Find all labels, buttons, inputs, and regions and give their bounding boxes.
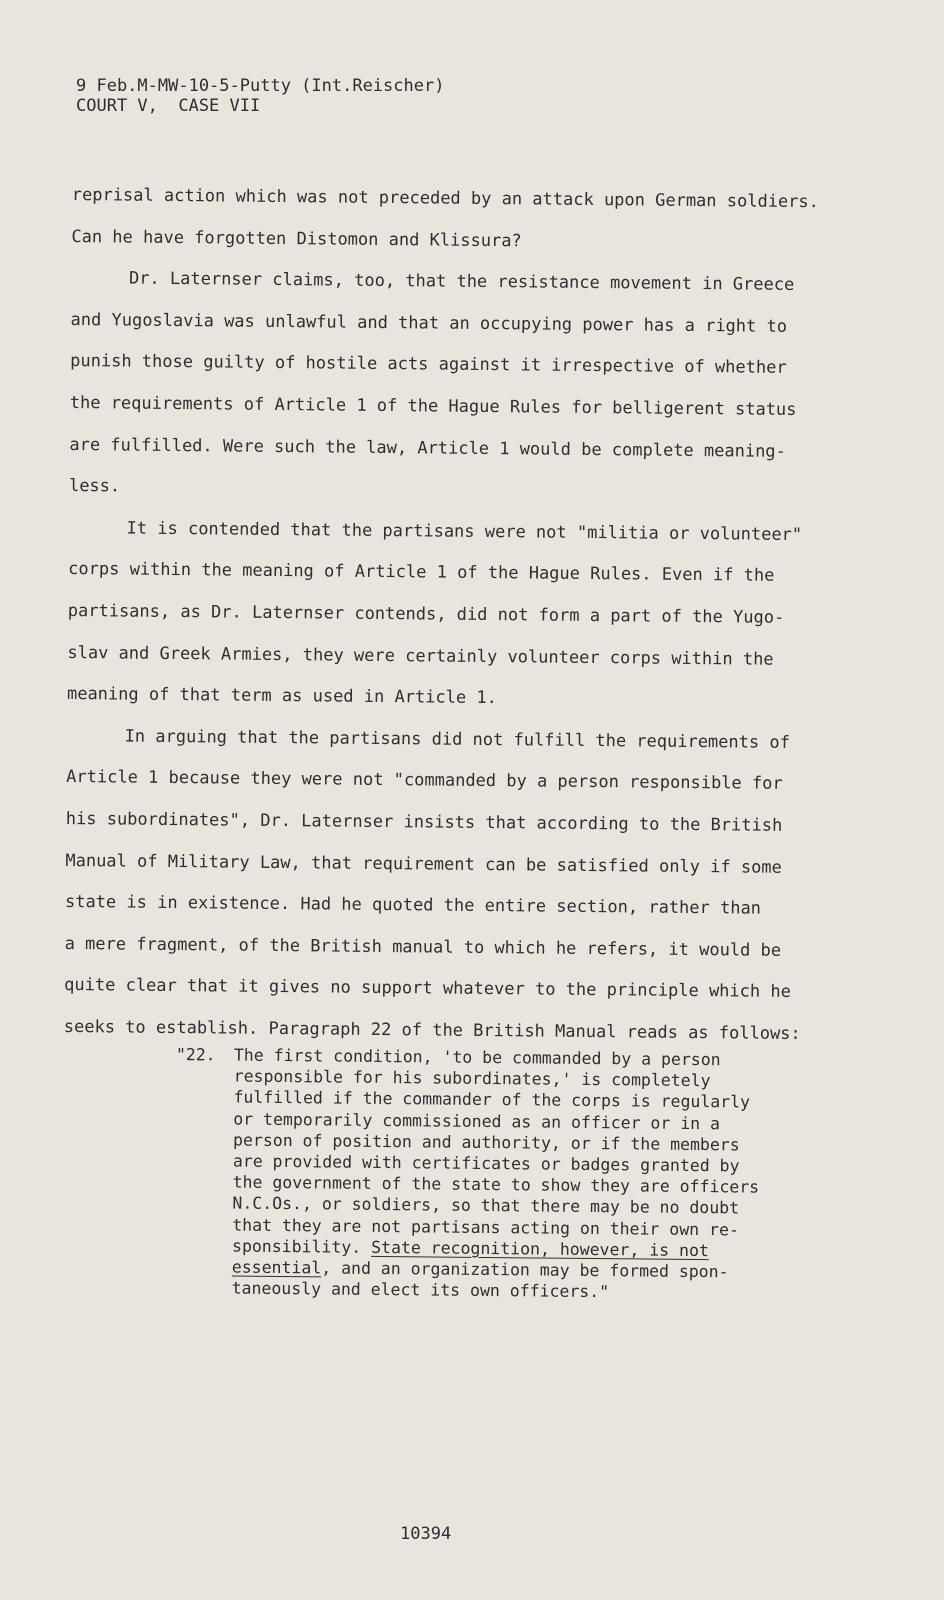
quote-line: the government of the state to show they are officers [232,1172,760,1197]
text-line: punish those guilty of hostile acts against it irrespective of whether [70,351,787,379]
text-line: seeks to establish. Paragraph 22 of the British Manual reads as follows: [63,1016,801,1044]
quote-line: The first condition, 'to be commanded by a person [233,1045,721,1070]
text-line: his subordinates", Dr. Laternser insists that according to the British [65,808,783,836]
text-line: state is in existence. Had he quoted the entire section, rather than [64,892,762,919]
text-line: reprisal action which was not preceded by an attack upon German soldiers. [71,184,820,213]
quote-text [232,1045,766,1305]
text-line: less. [68,476,121,497]
header-line-court-case: COURT V, CASE VII [76,96,261,116]
page-number: 10394 [400,1524,452,1544]
header-line-date-reference: 9 Feb.M-MW-10-5-Putty (Int.Reischer) [76,76,445,96]
document-header [76,76,444,116]
text-line: Can he have forgotten Distomon and Klissura? [71,226,522,251]
text-line: quite clear that it gives no support whatever to the principle which he [64,975,791,1003]
text-line: Article 1 because they were not "commanded by a person responsible for [66,767,783,795]
text-line: a mere fragment, of the British manual to which he refers, it would be [64,933,782,961]
text-line: In arguing that the partisans did not fulfill the requirements of [124,726,790,753]
text-line: the requirements of Article 1 of the Hague Rules for belligerent status [69,392,797,420]
underlined-emphasis: essential [231,1257,322,1278]
text-line: are fulfilled. Were such the law, Article 1 would be complete meaning- [69,434,786,462]
paragraph-2 [69,258,811,515]
quote-line: N.C.Os., or soldiers, so that there may be no doubt [232,1193,740,1218]
text-line: meaning of that term as used in Article 1. [66,684,497,709]
text-line: Manual of Military Law, that requirement can be satisfied only if some [65,850,782,878]
text-line: Dr. Laternser claims, too, that the resistance movement in Greece [128,268,795,296]
quote-line-text: sponsibility. [231,1236,372,1257]
text-line: corps within the meaning of Article 1 of the Hague Rules. Even if the [68,559,775,587]
quote-line: that they are not partisans acting on their own re- [232,1215,739,1240]
paragraph-4 [64,716,807,1056]
quote-line: person of position and authority, or if the members [232,1130,740,1155]
quote-line-text: , and an organization may be formed spon- [321,1258,729,1282]
underlined-emphasis: State recognition, however, is not [371,1237,709,1260]
quote-line: are provided with certificates or badges granted by [232,1151,740,1176]
quote-paragraph-number: "22. [175,1045,216,1065]
paragraph-3 [67,508,809,723]
paragraph-1 [71,175,820,265]
document-body [63,175,820,1056]
quote-line: taneously and elect its own officers." [231,1278,610,1302]
text-line: slav and Greek Armies, they were certainly volunteer corps within the [67,642,774,670]
block-quote [174,1044,766,1304]
quote-line: fulfilled if the commander of the corps is regularly [233,1087,751,1112]
text-line: It is contended that the partisans were not "militia or volunteer" [126,518,803,545]
quote-line: or temporarily commissioned as an officer or in a [233,1109,721,1133]
text-line: partisans, as Dr. Laternser contends, did not form a part of the Yugo- [67,600,785,628]
quote-line: responsible for his subordinates,' is completely [233,1066,711,1091]
text-line: and Yugoslavia was unlawful and that an occupying power has a right to [70,309,788,337]
